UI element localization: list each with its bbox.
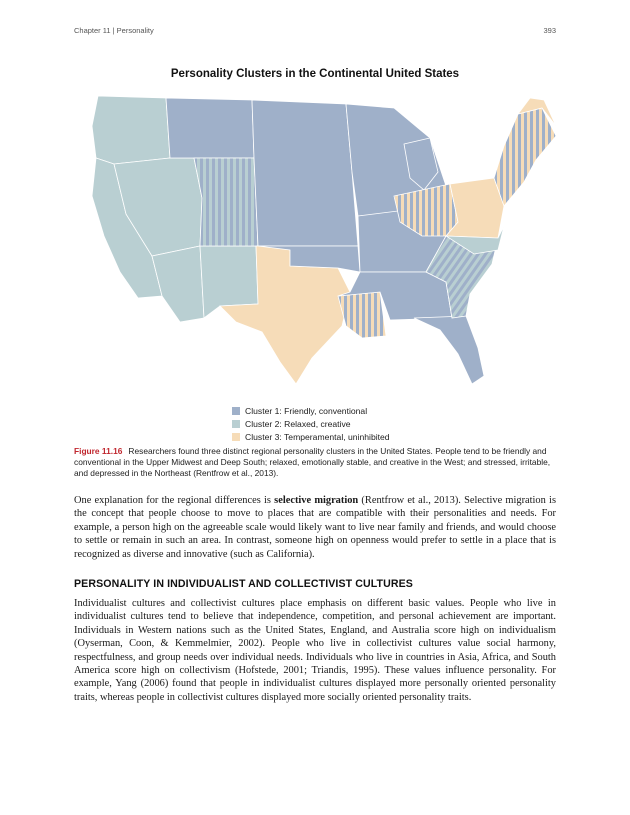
map-legend xyxy=(232,404,472,443)
region-mid-atlantic xyxy=(446,178,504,238)
legend-item-cluster-3 xyxy=(232,430,472,443)
figure-caption xyxy=(74,446,556,479)
page-number: 393 xyxy=(543,26,556,35)
paragraph-text: One explanation for the regional differences is xyxy=(74,495,275,506)
caption-text: Researchers found three distinct regional personality clusters in the United States. People tend to be friendly and conventional in the Upper Midwest and Deep South; relaxed, emotionally stable, and creative in the West; and stressed, irritable, and depressed in the Northeast (Rentfrow et al., 2013). xyxy=(74,446,551,478)
region-louisiana xyxy=(338,292,386,338)
figure-number: Figure 11.16 xyxy=(74,446,123,456)
running-header xyxy=(74,26,556,38)
region-new-england xyxy=(494,108,556,206)
key-term: selective migration xyxy=(274,495,359,506)
legend-swatch xyxy=(232,407,240,415)
legend-item-cluster-2 xyxy=(232,417,472,430)
body-paragraph-cultures: Individualist cultures and collectivist cultures place emphasis on different basic values. People who live in individualist cultures tend to believe that independence, competition, and personal achievement are important. Individuals in Western nations such as the United States, England, and Australia score high on individualism (Oyserman, Coon, & Kemmelmier, 2002). People who live in collectivist cultures value social harmony, respectfulness, and group needs over individual needs. Individuals who live in countries in Asia, Africa, and South America score high on collectivism (Hofstede, 2001; Triandis, 1995). These values influence personality. For example, Yang (2006) found that people in individualist cultures displayed more personally oriented personality traits, whereas people in collectivist cultures displayed more socially oriented personality traits. xyxy=(74,598,556,703)
legend-item-cluster-1 xyxy=(232,404,472,417)
figure-title: Personality Clusters in the Continental United States xyxy=(170,68,460,80)
legend-label: Cluster 3: Temperamental, uninhibited xyxy=(245,431,390,442)
region-idaho-montana xyxy=(166,98,254,158)
region-great-plains xyxy=(252,100,358,246)
legend-swatch xyxy=(232,433,240,441)
us-personality-map xyxy=(74,86,558,386)
body-paragraph-selective-migration xyxy=(74,494,556,561)
legend-swatch xyxy=(232,420,240,428)
region-northwest xyxy=(92,96,170,164)
section-heading: PERSONALITY IN INDIVIDUALIST AND COLLECTIVIST CULTURES xyxy=(74,578,413,590)
legend-label: Cluster 1: Friendly, conventional xyxy=(245,405,368,416)
legend-label: Cluster 2: Relaxed, creative xyxy=(245,418,351,429)
region-florida xyxy=(414,316,484,384)
paragraph-text: (Rentfrow et al., 2013). Selective migration is the concept that people choose to move to places that are compatible with their personalities and needs. For example, a person high on the agreeable scale would likely want to live near family and friends, and would choose to settle or remain in such an area. In contrast, someone high on openness would prefer to settle in a place that is recognized as diverse and innovative (such as California). xyxy=(74,495,556,560)
region-wyoming-colorado xyxy=(194,158,258,246)
chapter-label: Chapter 11 | Personality xyxy=(74,26,154,35)
region-arizona xyxy=(152,246,204,322)
